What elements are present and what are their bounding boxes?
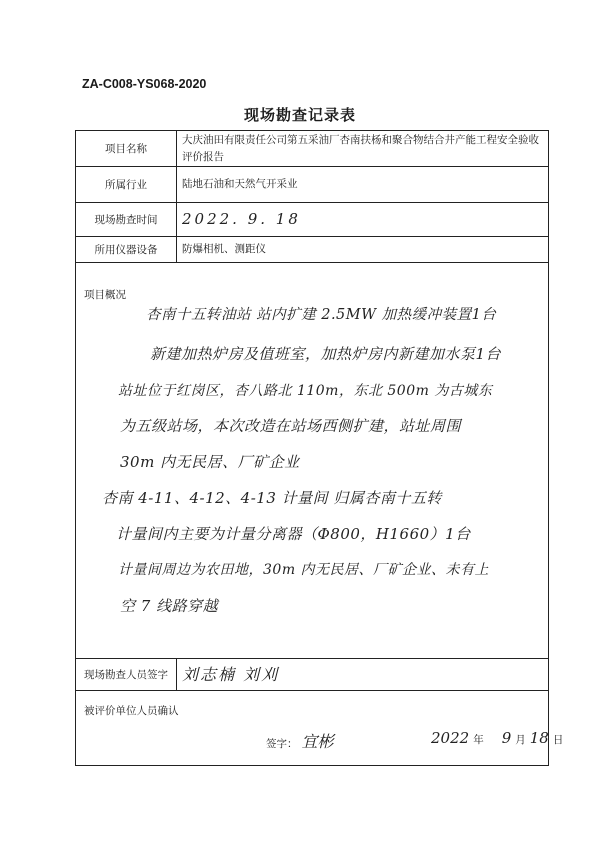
staff-signature-names: 刘志楠 刘刈 bbox=[182, 665, 280, 684]
date-year-unit: 年 bbox=[473, 734, 484, 746]
row-instruments bbox=[76, 237, 548, 263]
row-project-overview bbox=[76, 263, 548, 659]
confirmation-date bbox=[431, 729, 563, 747]
industry-label: 所属行业 bbox=[76, 167, 177, 202]
overview-line: 为五级站场，本次改造在站场西侧扩建，站址周围 bbox=[120, 417, 462, 435]
overview-line: 杏南十五转油站 站内扩建 2.5MW 加热缓冲装置1台 bbox=[146, 307, 497, 323]
overview-line: 站址位于红岗区，杏八路北 110m，东北 500m 为古城东 bbox=[118, 383, 493, 399]
survey-time-label: 现场勘查时间 bbox=[76, 203, 177, 236]
overview-line: 计量间周边为农田地，30m 内无民居、厂矿企业、未有上 bbox=[118, 562, 490, 578]
date-day-unit: 日 bbox=[552, 734, 564, 746]
row-confirmation bbox=[76, 691, 564, 765]
document-title: 现场勘查记录表 bbox=[243, 106, 356, 124]
overview-line: 新建加热炉房及值班室，加热炉房内新建加水泵1台 bbox=[150, 345, 502, 363]
overview-line: 计量间内主要为计量分离器（Φ800，H1660）1台 bbox=[116, 525, 471, 543]
date-year: 2022 bbox=[431, 729, 470, 747]
sign-label: 签字： bbox=[266, 738, 298, 750]
staff-signature-label: 现场勘查人员签字 bbox=[76, 659, 177, 690]
survey-time-value: 2022. 9. 18 bbox=[182, 210, 301, 228]
signature-area bbox=[266, 729, 334, 752]
instruments-value: 防爆相机、测距仪 bbox=[182, 243, 266, 255]
overview-line: 30m 内无民居、厂矿企业 bbox=[120, 453, 300, 471]
row-survey-time bbox=[76, 203, 548, 237]
instruments-label: 所用仪器设备 bbox=[76, 237, 177, 262]
project-name-label: 项目名称 bbox=[76, 131, 177, 166]
date-month: 9 bbox=[501, 729, 512, 747]
project-overview-label: 项目概况 bbox=[84, 289, 126, 301]
overview-line: 杏南 4-11、4-12、4-13 计量间 归属杏南十五转 bbox=[102, 489, 442, 507]
project-name-value: 大庆油田有限责任公司第五采油厂杏南扶杨和聚合物结合井产能工程安全验收评价报告 bbox=[182, 133, 539, 163]
row-industry bbox=[76, 167, 548, 203]
survey-record-form bbox=[75, 130, 564, 766]
date-month-unit: 月 bbox=[515, 734, 526, 746]
row-project-name bbox=[76, 131, 548, 167]
date-day: 18 bbox=[529, 729, 549, 747]
overview-line: 空 7 线路穿越 bbox=[120, 597, 219, 615]
document-code: ZA-C008-YS068-2020 bbox=[82, 77, 207, 91]
industry-value: 陆地石油和天然气开采业 bbox=[182, 178, 298, 190]
row-staff-signature bbox=[76, 659, 548, 691]
signer-name: 宜彬 bbox=[301, 732, 334, 751]
confirmation-label: 被评价单位人员确认 bbox=[84, 705, 179, 717]
